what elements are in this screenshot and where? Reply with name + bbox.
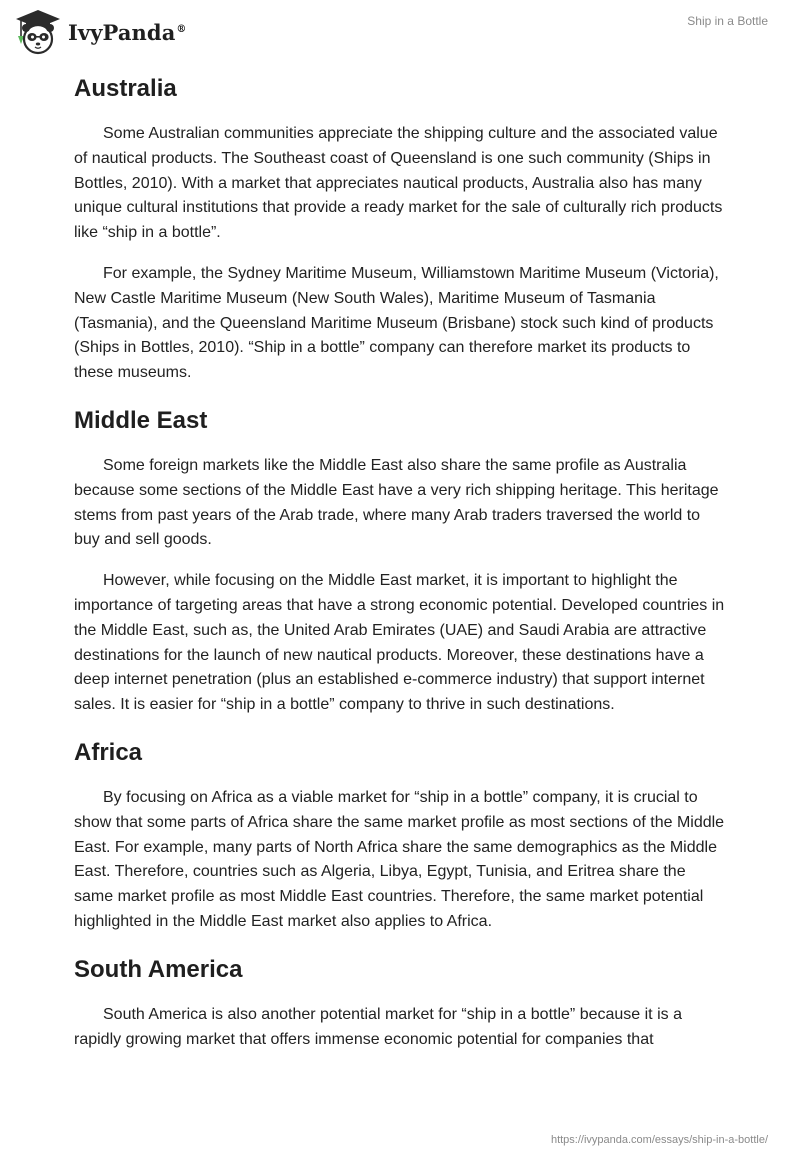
section-africa [74, 735, 726, 935]
section-heading: Africa [74, 738, 143, 766]
page-header [0, 0, 800, 70]
section-heading: South America [74, 955, 243, 983]
paragraph: By focusing on Africa as a viable market for “ship in a bottle” company, it is crucial to show that some parts of Africa share the same market profile as most sections of the Middle East. For example, many parts of North Africa share the same demographics as the Middle East. Therefore, countries such as Algeria, Libya, Egypt, Tunisia, and Eritrea share the same market profile as most Middle East countries. Therefore, the same market potential highlighted in the Middle East market also applies to Africa. [74, 788, 725, 930]
paragraph: However, while focusing on the Middle East market, it is important to highlight the importance of targeting areas that have a strong economic potential. Developed countries in the Middle East, such as, the United Arab Emirates (UAE) and Saudi Arabia are attractive destinations for the launch of new nautical products. Moreover, these destinations have a deep internet penetration (plus an established e-commerce industry) that support internet sales. It is easier for “ship in a bottle” company to thrive in such destinations. [74, 572, 725, 714]
logo-wordmark: IvyPanda® [68, 19, 187, 45]
paragraph: South America is also another potential market for “ship in a bottle” because it is a rapidly growing market that offers immense economic potential for companies that [74, 1005, 682, 1048]
source-url[interactable]: https://ivypanda.com/essays/ship-in-a-bottle/ [550, 1134, 768, 1146]
ivypanda-logo[interactable] [14, 8, 187, 56]
section-heading: Middle East [74, 406, 208, 434]
section-middle-east [74, 403, 726, 718]
paragraph: Some foreign markets like the Middle East also share the same profile as Australia because some sections of the Middle East have a very rich shipping heritage. This heritage stems from past years of the Arab trade, where many Arab traders traversed the world to buy and sell goods. [74, 456, 719, 549]
document-title: Ship in a Bottle [687, 14, 768, 28]
section-heading: Australia [74, 75, 177, 102]
essay-content [74, 70, 726, 1052]
paragraph: Some Australian communities appreciate the shipping culture and the associated value of nautical products. The Southeast coast of Queensland is one such community (Ships in Bottles, 2010). With a market that appreciates nautical products, Australia also has many unique cultural institutions that provide a ready market for the sale of culturally rich products like “ship in a bottle”. [74, 125, 723, 242]
section-south-america [74, 952, 726, 1053]
panda-graduate-icon [14, 8, 62, 56]
paragraph: For example, the Sydney Maritime Museum, Williamstown Maritime Museum (Victoria), New Castle Maritime Museum (New South Wales), Maritime Museum of Tasmania (Tasmania), and the Queensland Maritime Museum (Brisbane) stock such kind of products (Ships in Bottles, 2010). “Ship in a bottle” company can therefore market its products to these museums. [74, 264, 719, 382]
section-australia [74, 71, 726, 386]
